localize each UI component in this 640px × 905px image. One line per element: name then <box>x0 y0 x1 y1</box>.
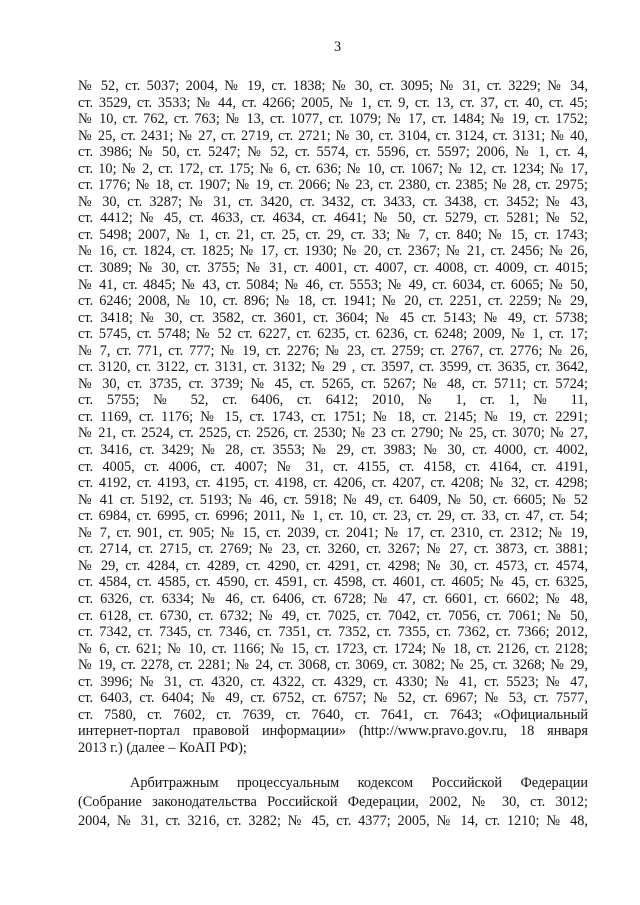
text-line: ст. 7342, ст. 7345, ст. 7346, ст. 7351, ст. 7352, ст. 7355, ст. 7362, ст. 7366; 2012, <box>78 624 588 641</box>
text-line: ст. 3089; № 30, ст. 3755; № 31, ст. 4001, ст. 4007, ст. 4008, ст. 4009, ст. 4015; <box>78 260 588 277</box>
text-line: ст. 6984, ст. 6995, ст. 6996; 2011, № 1, ст. 10, ст. 23, ст. 29, ст. 33, ст. 47, ст. 54; <box>78 508 588 525</box>
text-line: 2004, № 31, ст. 3216, ст. 3282; № 45, ст. 4377; 2005, № 14, ст. 1210; № 48, <box>78 813 588 830</box>
text-line: ст. 3529, ст. 3533; № 44, ст. 4266; 2005, № 1, ст. 9, ст. 13, ст. 37, ст. 40, ст. 45; <box>78 94 588 111</box>
text-line: 2013 г.) (далее – КоАП РФ); <box>78 739 247 756</box>
text-line: ст. 5745, ст. 5748; № 52 ст. 6227, ст. 6235, ст. 6236, ст. 6248; 2009, № 1, ст. 17; <box>78 326 588 343</box>
text-line: ст. 2714, ст. 2715, ст. 2769; № 23, ст. 3260, ст. 3267; № 27, ст. 3873, ст. 3881; <box>78 541 588 558</box>
text-line: ст. 7580, ст. 7602, ст. 7639, ст. 7640, ст. 7641, ст. 7643; «Официальный <box>78 706 588 723</box>
text-line: № 21, ст. 2524, ст. 2525, ст. 2526, ст. 2530; № 23 ст. 2790; № 25, ст. 3070; № 27, <box>78 425 588 442</box>
document-body <box>78 78 588 831</box>
paragraph-arbitration-procedure-code <box>78 774 588 831</box>
text-line: ст. 1169, ст. 1176; № 15, ст. 1743, ст. 1751; № 18, ст. 2145; № 19, ст. 2291; <box>78 408 588 425</box>
text-line: ст. 6326, ст. 6334; № 46, ст. 6406, ст. 6728; № 47, ст. 6601, ст. 6602; № 48, <box>78 590 588 607</box>
text-line: (Собрание законодательства Российской Федерации, 2002, № 30, ст. 3012; <box>78 794 588 811</box>
text-line: № 25, ст. 2431; № 27, ст. 2719, ст. 2721; № 30, ст. 3104, ст. 3124, ст. 3131; № 40, <box>78 127 588 144</box>
text-line: ст. 3986; № 50, ст. 5247; № 52, ст. 5574, ст. 5596, ст. 5597; 2006, № 1, ст. 4, <box>78 144 588 161</box>
text-line: ст. 5498; 2007, № 1, ст. 21, ст. 25, ст. 29, ст. 33; № 7, ст. 840; № 15, ст. 1743; <box>78 226 588 243</box>
text-line: № 30, ст. 3287; № 31, ст. 3420, ст. 3432, ст. 3433, ст. 3438, ст. 3452; № 43, <box>78 193 588 210</box>
paragraph-legislation-citations <box>78 78 588 756</box>
text-line: № 16, ст. 1824, ст. 1825; № 17, ст. 1930; № 20, ст. 2367; № 21, ст. 2456; № 26, <box>78 243 588 260</box>
page-number: 3 <box>334 39 342 55</box>
text-line: № 52, ст. 5037; 2004, № 19, ст. 1838; № 30, ст. 3095; № 31, ст. 3229; № 34, <box>78 78 588 94</box>
text-line: ст. 4584, ст. 4585, ст. 4590, ст. 4591, ст. 4598, ст. 4601, ст. 4605; № 45, ст. 6325, <box>78 574 588 591</box>
text-line: № 29, ст. 4284, ст. 4289, ст. 4290, ст. 4291, ст. 4298; № 30, ст. 4573, ст. 4574, <box>78 557 588 574</box>
text-line: ст. 1776; № 18, ст. 1907; № 19, ст. 2066; № 23, ст. 2380, ст. 2385; № 28, ст. 2975; <box>78 177 588 194</box>
text-line: ст. 6246; 2008, № 10, ст. 896; № 18, ст. 1941; № 20, ст. 2251, ст. 2259; № 29, <box>78 293 588 310</box>
text-line: ст. 4412; № 45, ст. 4633, ст. 4634, ст. 4641; № 50, ст. 5279, ст. 5281; № 52, <box>78 210 588 227</box>
text-line: ст. 10; № 2, ст. 172, ст. 175; № 6, ст. 636; № 10, ст. 1067; № 12, ст. 1234; № 17, <box>78 160 588 177</box>
text-line: ст. 4005, ст. 4006, ст. 4007; № 31, ст. 4155, ст. 4158, ст. 4164, ст. 4191, <box>78 458 588 475</box>
text-line: ст. 3996; № 31, ст. 4320, ст. 4322, ст. 4329, ст. 4330; № 41, ст. 5523; № 47, <box>78 673 588 690</box>
text-line: интернет-портал правовой информации» (http://www.pravo.gov.ru, 18 января <box>78 723 588 740</box>
text-line: ст. 6403, ст. 6404; № 49, ст. 6752, ст. 6757; № 52, ст. 6967; № 53, ст. 7577, <box>78 690 588 707</box>
text-line: № 6, ст. 621; № 10, ст. 1166; № 15, ст. 1723, ст. 1724; № 18, ст. 2126, ст. 2128; <box>78 640 588 657</box>
text-line: № 19, ст. 2278, ст. 2281; № 24, ст. 3068, ст. 3069, ст. 3082; № 25, ст. 3268; № 29, <box>78 657 588 674</box>
text-line: ст. 5755; № 52, ст. 6406, ст. 6412; 2010, № 1, ст. 1, № 11, <box>78 392 588 409</box>
text-line: ст. 3120, ст. 3122, ст. 3131, ст. 3132; № 29 , ст. 3597, ст. 3599, ст. 3635, ст. 3642, <box>78 359 588 376</box>
text-line: № 30, ст. 3735, ст. 3739; № 45, ст. 5265, ст. 5267; № 48, ст. 5711; ст. 5724; <box>78 375 588 392</box>
text-line: № 41, ст. 4845; № 43, ст. 5084; № 46, ст. 5553; № 49, ст. 6034, ст. 6065; № 50, <box>78 276 588 293</box>
text-line: № 7, ст. 901, ст. 905; № 15, ст. 2039, ст. 2041; № 17, ст. 2310, ст. 2312; № 19, <box>78 524 588 541</box>
text-line: № 41 ст. 5192, ст. 5193; № 46, ст. 5918; № 49, ст. 6409, № 50, ст. 6605; № 52 <box>78 491 588 508</box>
text-line: Арбитражным процессуальным кодексом Российской Федерации <box>130 775 588 792</box>
text-line: ст. 3416, ст. 3429; № 28, ст. 3553; № 29, ст. 3983; № 30, ст. 4000, ст. 4002, <box>78 442 588 459</box>
text-line: № 10, ст. 762, ст. 763; № 13, ст. 1077, ст. 1079; № 17, ст. 1484; № 19, ст. 1752; <box>78 111 588 128</box>
text-line: ст. 4192, ст. 4193, ст. 4195, ст. 4198, ст. 4206, ст. 4207, ст. 4208; № 32, ст. 4298; <box>78 475 588 492</box>
text-line: ст. 3418; № 30, ст. 3582, ст. 3601, ст. 3604; № 45 ст. 5143; № 49, ст. 5738; <box>78 309 588 326</box>
text-line: ст. 6128, ст. 6730, ст. 6732; № 49, ст. 7025, ст. 7042, ст. 7056, ст. 7061; № 50, <box>78 607 588 624</box>
text-line: № 7, ст. 771, ст. 777; № 19, ст. 2276; № 23, ст. 2759; ст. 2767, ст. 2776; № 26, <box>78 342 588 359</box>
